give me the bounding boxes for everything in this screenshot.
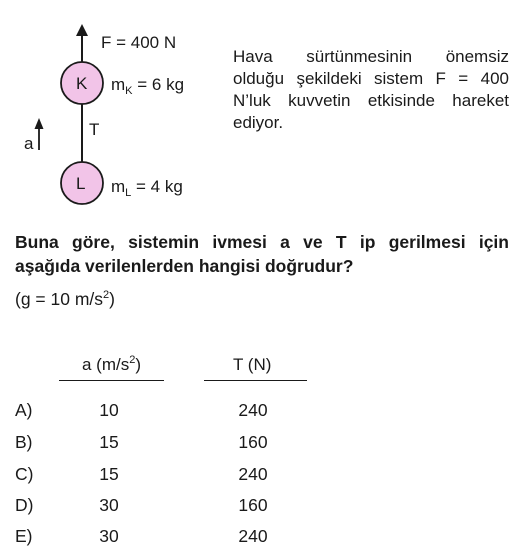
answer-option-e[interactable] <box>0 526 517 552</box>
ball-l-mass-label <box>111 177 183 199</box>
mass-subscript-k: K <box>125 85 133 97</box>
option-tension: 240 <box>238 526 268 546</box>
mass-value-k: = 6 kg <box>132 75 185 94</box>
force-arrow-head <box>76 24 88 36</box>
answer-option-b[interactable] <box>0 432 517 458</box>
description-line-1: Hava sürtünmesinin önemsiz <box>233 47 509 66</box>
gravity-exponent: 2 <box>103 289 110 301</box>
gravity-suffix: ) <box>109 289 115 309</box>
answer-option-a[interactable] <box>0 400 517 426</box>
col-a-suffix: ) <box>135 355 142 374</box>
col-a-prefix: a (m/s <box>82 355 130 374</box>
option-tension: 160 <box>238 432 268 452</box>
answer-option-c[interactable] <box>0 464 517 490</box>
option-tension: 160 <box>238 495 268 515</box>
gravity-prefix: (g = 10 m/s <box>15 289 104 309</box>
gravity-note <box>15 289 115 310</box>
answer-option-d[interactable] <box>0 495 517 521</box>
question-line-2: aşağıda verilenlerden hangisi doğrudur? <box>15 256 354 276</box>
column-header-a <box>82 355 141 375</box>
option-label: D) <box>15 495 34 515</box>
description-line-4: ediyor. <box>233 113 284 132</box>
column-header-t: T (N) <box>233 355 272 374</box>
description-line-2: olduğu şekildeki sistem F = 400 <box>233 69 509 88</box>
option-label: B) <box>15 432 33 452</box>
option-acceleration: 30 <box>99 526 119 546</box>
option-tension: 240 <box>238 464 268 484</box>
option-acceleration: 15 <box>99 464 119 484</box>
option-label: C) <box>15 464 34 484</box>
rope-label: T <box>89 120 100 139</box>
ball-l-letter: L <box>76 174 86 193</box>
header-underline-a <box>59 380 164 381</box>
force-label: F = 400 N <box>101 33 177 52</box>
ball-k-letter: K <box>76 74 88 93</box>
question-text <box>15 230 509 278</box>
option-acceleration: 15 <box>99 432 119 452</box>
mass-value-l: = 4 kg <box>131 177 183 196</box>
option-label: A) <box>15 400 33 420</box>
header-underline-t <box>204 380 307 381</box>
problem-description <box>233 46 509 134</box>
option-tension: 240 <box>238 400 268 420</box>
description-line-3: N’luk kuvvetin etkisinde hareket <box>233 91 509 110</box>
mass-symbol: m <box>111 177 126 196</box>
ball-k-mass-label <box>111 75 185 97</box>
question-line-1: Buna göre, sistemin ivmesi a ve T ip gerilmesi için <box>15 232 509 252</box>
acceleration-arrow-head <box>35 118 44 129</box>
col-a-exponent: 2 <box>129 354 136 366</box>
acceleration-label: a <box>24 134 34 153</box>
option-label: E) <box>15 526 33 546</box>
mass-subscript-l: L <box>125 187 132 199</box>
option-acceleration: 30 <box>99 495 119 515</box>
option-acceleration: 10 <box>99 400 119 420</box>
mass-symbol: m <box>111 75 126 94</box>
